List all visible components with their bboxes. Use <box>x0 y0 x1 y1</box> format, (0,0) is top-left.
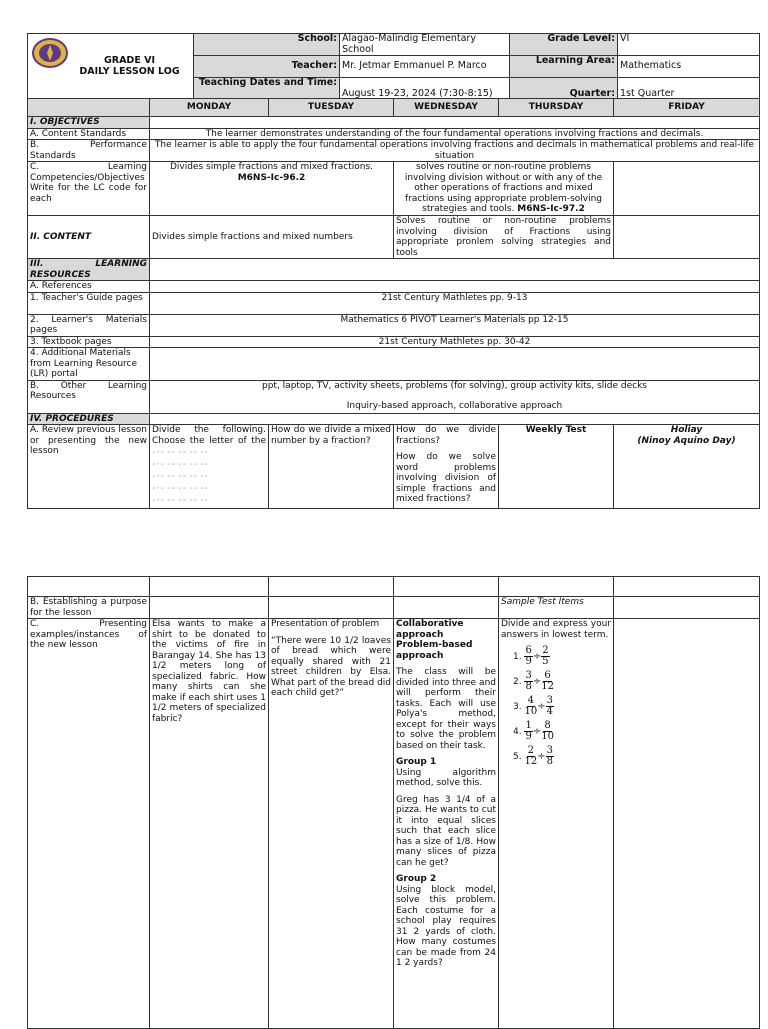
fraction-dividend: $\frac{6}{9}$ <box>525 645 532 667</box>
content-heading: II. CONTENT <box>28 216 150 259</box>
fraction-dividend: $\frac{4}{10}$ <box>524 695 538 717</box>
competency-monday: Divides simple fractions and mixed fractions. M6NS-Ic-96.2 <box>150 162 394 216</box>
test-item: 2. $\frac{3}{8}$ ÷ $\frac{6}{12}$ <box>513 670 554 692</box>
presenting-label: C. Presenting examples/instances of the new lesson <box>28 619 150 1029</box>
teacher-value: Mr. Jetmar Emmanuel P. Marco <box>340 56 510 78</box>
test-item: 5. $\frac{2}{12}$ ÷ $\frac{3}{8}$ <box>513 745 553 767</box>
presenting-monday: Elsa wants to make a shirt to be donated to the victims of fire in Barangay 14. She has 13 1/2 meters long of specialized fabric. How many shirts can she make if each shirt uses 1 1/2 meters of specialized fabric? <box>150 619 269 1029</box>
review-wednesday: How do we divide fractions? How do we solve word problems involving division of simple fractions and mixed fractions? <box>394 425 499 509</box>
fraction-divisor: $\frac{2}{5}$ <box>542 645 549 667</box>
references-label: A. References <box>28 281 150 293</box>
learners-materials-label: 2. Learner's Materials pages <box>28 314 150 336</box>
textbook-label: 3. Textbook pages <box>28 336 150 348</box>
review-friday: Holiay (Ninoy Aquino Day) <box>614 425 760 509</box>
fraction-dividend: $\frac{3}{8}$ <box>525 670 532 692</box>
other-resources-label: B. Other Learning Resources <box>28 380 150 413</box>
blank-corner <box>28 99 150 117</box>
fraction-dividend: $\frac{2}{12}$ <box>524 745 538 767</box>
school-value: Alagao-Malindig Elementary School <box>340 34 510 56</box>
presenting-tuesday: Presentation of problem “There were 10 1/2 loaves of bread which were equally shared with 21 street children by Elsa. What part of the bread did each child get?” <box>269 619 394 1029</box>
other-resources-text: ppt, laptop, TV, activity sheets, problems (for solving), group activity kits, slide decks Inquiry-based approach, collaborative approach <box>150 380 760 413</box>
review-monday: Divide the following. Choose the letter of the =÷= == == == == =÷= == == == == =÷= == == == == =÷= == == == == =÷= == == == == <box>150 425 269 509</box>
school-label: School: <box>194 34 340 56</box>
fraction-divisor: $\frac{8}{10}$ <box>541 720 554 742</box>
objectives-heading: I. OBJECTIVES <box>28 117 150 129</box>
textbook-text: 21st Century Mathletes pp. 30-42 <box>150 336 760 348</box>
quarter-label: Quarter: <box>510 78 618 100</box>
review-label: A. Review previous lesson or presenting the new lesson <box>28 425 150 509</box>
purpose-label: B. Establishing a purpose for the lesson <box>28 597 150 619</box>
day-wednesday: WEDNESDAY <box>394 99 499 117</box>
dll-title: GRADE VI DAILY LESSON LOG <box>28 34 194 100</box>
presenting-thursday: Divide and express your answers in lowest term. 1. $\frac{6}{9}$ ÷ $\frac{2}{5}$ 2. $\frac{3}{8}$ ÷ $\frac{6}{12}$ 3. $\frac{4}{10}$ ÷ $\frac{3}{4}$ 4. $\frac{1}{9}$ ÷ $\frac{8}{10}$ 5. $\frac{2}{12}$ ÷ $\frac{3}{8}$ <box>499 619 614 1029</box>
content-monday: Divides simple fractions and mixed numbers <box>150 216 394 259</box>
competencies-label: C. Learning Competencies/Objectives Write for the LC code for each <box>28 162 150 216</box>
review-thursday: Weekly Test <box>499 425 614 509</box>
dates-value: August 19-23, 2024 (7:30-8:15) <box>340 78 510 100</box>
teacher-label: Teacher: <box>194 56 340 78</box>
content-wednesday: Solves routine or non-routine problems involving division of Fractions using appropriate pronlem solving strategies and tools <box>394 216 614 259</box>
teachers-guide-text: 21st Century Mathletes pp. 9-13 <box>150 292 760 314</box>
quarter-value: 1st Quarter <box>618 78 760 100</box>
test-item: 4. $\frac{1}{9}$ ÷ $\frac{8}{10}$ <box>513 720 554 742</box>
mini-exercise-image: =÷= == == == == =÷= == == == == =÷= == == == == =÷= == == == == =÷= == == == == <box>152 449 209 502</box>
learning-area-label: Learning Area: <box>510 56 618 78</box>
fraction-divisor: $\frac{6}{12}$ <box>541 670 554 692</box>
procedures-heading: IV. PROCEDURES <box>28 413 150 425</box>
resources-heading: III. LEARNING RESOURCES <box>28 259 150 281</box>
fraction-dividend: $\frac{1}{9}$ <box>525 720 532 742</box>
presenting-wednesday: Collaborative approach Problem-based approach The class will be divided into three and will perform their tasks. Each will use Polya's method, except for their ways to solve the problem based on their task. Group 1 Using algorithm method, solve this. Greg has 3 1/4 of a pizza. He wants to cut it into equal slices such that each slice has a size of 1/8. How many slices of pizza can he get? Group 2 Using block model, solve this problem. Each costume for a school play requires 31 2 yards of cloth. How many costumes can be made from 24 1 2 yards? <box>394 619 499 1029</box>
teachers-guide-label: 1. Teacher's Guide pages <box>28 292 150 314</box>
content-standards-label: A. Content Standards <box>28 128 150 140</box>
sample-test-items <box>501 646 611 767</box>
purpose-thursday: Sample Test Items <box>499 597 614 619</box>
competency-wednesday: solves routine or non-routine problems involving division without or with any of the other operations of fractions and mixed fractions using appropriate problem-solving strategies and tools. M6NS-Ic-97.2 <box>394 162 614 216</box>
dates-label: Teaching Dates and Time: <box>194 78 340 100</box>
performance-standards-label: B. Performance Standards <box>28 140 150 162</box>
day-tuesday: TUESDAY <box>269 99 394 117</box>
learning-area-value: Mathematics <box>618 56 760 78</box>
content-standards-text: The learner demonstrates understanding of the four fundamental operations involving fractions and decimals. <box>150 128 760 140</box>
lesson-log-table <box>27 98 760 509</box>
day-monday: MONDAY <box>150 99 269 117</box>
test-item: 3. $\frac{4}{10}$ ÷ $\frac{3}{4}$ <box>513 695 553 717</box>
additional-materials-label: 4. Additional Materials from Learning Resource (LR) portal <box>28 348 150 381</box>
grade-level-value: VI <box>618 34 760 56</box>
review-tuesday: How do we divide a mixed number by a fraction? <box>269 425 394 509</box>
fraction-divisor: $\frac{3}{8}$ <box>546 745 553 767</box>
fraction-divisor: $\frac{3}{4}$ <box>546 695 553 717</box>
day-friday: FRIDAY <box>614 99 760 117</box>
test-item: 1. $\frac{6}{9}$ ÷ $\frac{2}{5}$ <box>513 645 549 667</box>
performance-standards-text: The learner is able to apply the four fundamental operations involving fractions and decimals in mathematical problems and real-life situation <box>150 140 760 162</box>
learners-materials-text: Mathematics 6 PIVOT Learner's Materials pp 12-15 <box>150 314 760 336</box>
header-table <box>27 33 760 100</box>
grade-level-label: Grade Level: <box>510 34 618 56</box>
day-thursday: THURSDAY <box>499 99 614 117</box>
lesson-log-table-page2 <box>27 576 760 1029</box>
